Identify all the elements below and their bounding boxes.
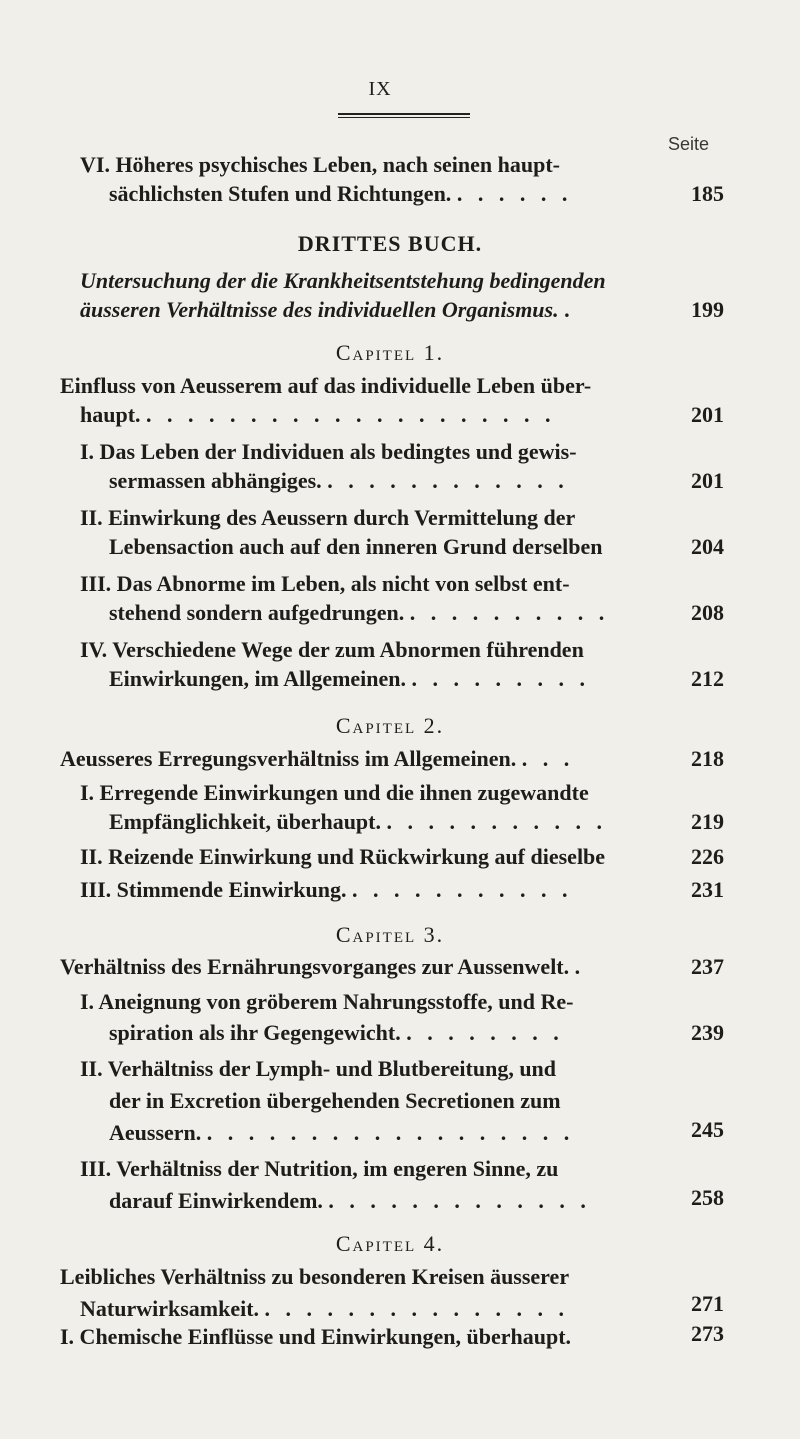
page-ref: 201	[691, 468, 724, 493]
toc-line: Einwirkungen, im Allgemeinen. . . . . . . . . .	[109, 666, 591, 691]
page-ref: 237	[691, 954, 724, 979]
toc-line: VI. Höheres psychisches Leben, nach seinen haupt-	[80, 152, 560, 177]
page-ref: 219	[691, 809, 724, 834]
page-ref: 218	[691, 746, 724, 771]
page-ref: 208	[691, 600, 724, 625]
chapter-heading: Capitel 4.	[335, 1231, 445, 1256]
header-rule-thin	[338, 117, 470, 118]
seite-label: Seite	[668, 134, 710, 154]
toc-line: I. Das Leben der Individuen als bedingtes und gewis-	[80, 439, 577, 464]
toc-line: II. Einwirkung des Aeussern durch Vermittelung der	[80, 505, 576, 530]
toc-line: Aeusseres Erregungsverhältniss im Allgemeinen. . . .	[60, 746, 575, 771]
chapter-heading: Capitel 3.	[335, 922, 445, 947]
toc-line: Einfluss von Aeusserem auf das individuelle Leben über-	[60, 373, 592, 398]
toc-line: II. Reizende Einwirkung und Rückwirkung auf dieselbe	[80, 844, 606, 869]
toc-line: III. Stimmende Einwirkung. . . . . . . . . . . .	[80, 877, 573, 902]
page-ref: 185	[691, 181, 724, 206]
toc-line: Empfänglichkeit, überhaupt. . . . . . . . . . . .	[109, 809, 607, 834]
toc-line: spiration als ihr Gegengewicht. . . . . . . . .	[109, 1020, 564, 1045]
page-ref: 212	[691, 666, 724, 691]
toc-line: sermassen abhängiges. . . . . . . . . . . . .	[109, 468, 569, 493]
toc-line: haupt. . . . . . . . . . . . . . . . . . . . .	[80, 402, 556, 427]
book-heading: DRITTES BUCH.	[297, 231, 483, 256]
toc-line: darauf Einwirkendem. . . . . . . . . . . . . .	[109, 1188, 591, 1213]
page-ref: 273	[691, 1321, 724, 1346]
chapter-heading: Capitel 2.	[335, 713, 445, 738]
toc-italic-line: äusseren Verhältnisse des individuellen Organismus. .	[80, 297, 575, 322]
toc-line: Aeussern. . . . . . . . . . . . . . . . . . .	[109, 1120, 575, 1145]
toc-line: III. Verhältniss der Nutrition, im engeren Sinne, zu	[80, 1156, 559, 1181]
toc-line: Leibliches Verhältniss zu besonderen Kreisen äusserer	[60, 1264, 570, 1289]
page-ref: 258	[691, 1185, 724, 1210]
toc-line: der in Excretion übergehenden Secretionen zum	[109, 1088, 561, 1113]
page-ref: 239	[691, 1020, 724, 1045]
toc-line: stehend sondern aufgedrungen. . . . . . . . . . .	[109, 600, 610, 625]
page-number: IX	[368, 78, 392, 100]
toc-line: I. Erregende Einwirkungen und die ihnen zugewandte	[80, 780, 589, 805]
toc-line: III. Das Abnorme im Leben, als nicht von selbst ent-	[80, 571, 570, 596]
page-ref: 245	[691, 1117, 724, 1142]
page-ref: 226	[691, 844, 724, 869]
header-rule	[338, 113, 470, 115]
toc-line: Naturwirksamkeit. . . . . . . . . . . . . . . .	[80, 1296, 570, 1321]
page-ref: 199	[691, 297, 724, 322]
toc-line: I. Chemische Einflüsse und Einwirkungen, überhaupt.	[60, 1324, 572, 1349]
page-ref: 201	[691, 402, 724, 427]
toc-line: I. Aneignung von gröberem Nahrungsstoffe, und Re-	[80, 989, 574, 1014]
page-ref: 231	[691, 877, 724, 902]
page-ref: 204	[691, 534, 724, 559]
page-ref: 271	[691, 1291, 724, 1316]
toc-italic-line: Untersuchung der die Krankheitsentstehung bedingenden	[80, 268, 606, 293]
toc-line: IV. Verschiedene Wege der zum Abnormen führenden	[80, 637, 584, 662]
toc-line: sächlichsten Stufen und Richtungen. . . . . . .	[109, 181, 573, 206]
toc-line: Verhältniss des Ernährungsvorganges zur Aussenwelt. .	[60, 954, 586, 979]
chapter-heading: Capitel 1.	[335, 340, 445, 365]
toc-line: II. Verhältniss der Lymph- und Blutbereitung, und	[80, 1056, 557, 1081]
toc-line: Lebensaction auch auf den inneren Grund derselben	[109, 534, 603, 559]
